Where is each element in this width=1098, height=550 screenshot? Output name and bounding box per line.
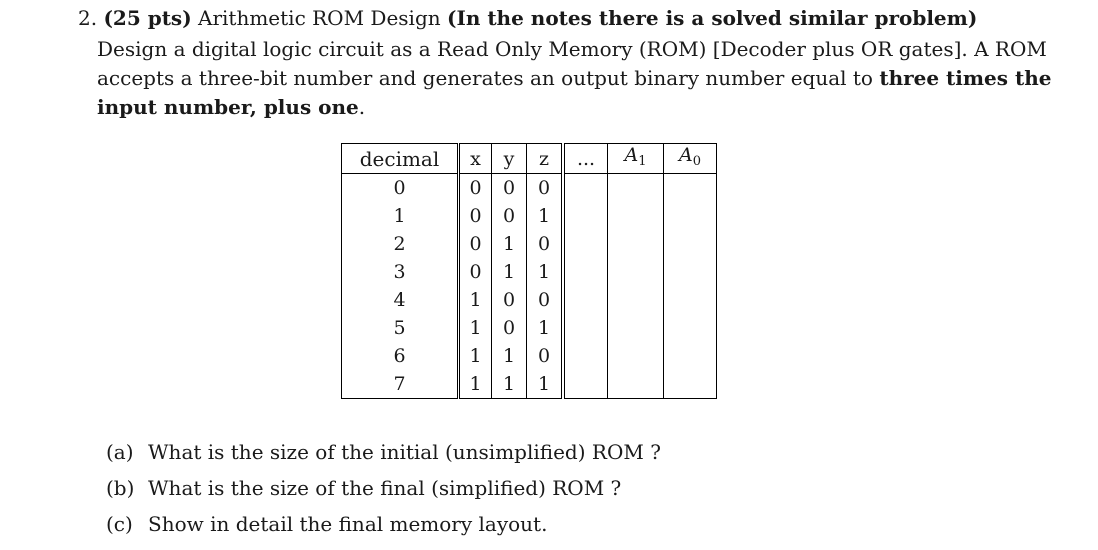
table-row <box>342 230 717 258</box>
cell-decimal: 5 <box>342 314 459 342</box>
problem-number: 2. <box>78 6 98 30</box>
cell-a1 <box>608 314 664 342</box>
rom-truth-table <box>341 143 717 399</box>
cell-a0 <box>664 286 717 314</box>
header-ellipsis: ... <box>563 144 608 174</box>
cell-y: 0 <box>492 174 527 203</box>
cell-x: 0 <box>459 258 492 286</box>
header-a1-subscript: 1 <box>638 154 647 169</box>
problem-statement <box>97 35 1077 122</box>
cell-y: 0 <box>492 314 527 342</box>
cell-a0 <box>664 230 717 258</box>
cell-z: 1 <box>527 314 564 342</box>
header-a0-letter: A <box>678 144 693 166</box>
cell-decimal: 1 <box>342 202 459 230</box>
cell-ellipsis <box>563 314 608 342</box>
cell-z: 0 <box>527 342 564 370</box>
table-header-row <box>342 144 717 174</box>
cell-decimal: 0 <box>342 174 459 203</box>
cell-ellipsis <box>563 202 608 230</box>
cell-a0 <box>664 202 717 230</box>
question-label: (c) <box>106 512 133 536</box>
cell-a0 <box>664 174 717 203</box>
problem-points: (25 pts) <box>103 6 192 30</box>
problem-body-end: . <box>358 95 366 119</box>
cell-a0 <box>664 342 717 370</box>
cell-y: 0 <box>492 286 527 314</box>
problem-note: (In the notes there is a solved similar problem) <box>447 6 978 30</box>
header-a1 <box>608 144 664 174</box>
cell-ellipsis <box>563 370 608 399</box>
cell-x: 0 <box>459 174 492 203</box>
cell-decimal: 7 <box>342 370 459 399</box>
header-z: z <box>527 144 564 174</box>
question-label: (b) <box>106 476 135 500</box>
cell-a0 <box>664 370 717 399</box>
cell-a0 <box>664 258 717 286</box>
table-row <box>342 174 717 203</box>
cell-ellipsis <box>563 230 608 258</box>
question-text: What is the size of the final (simplified) ROM ? <box>148 476 622 500</box>
problem-title: Arithmetic ROM Design <box>198 6 441 30</box>
cell-a1 <box>608 370 664 399</box>
cell-x: 1 <box>459 314 492 342</box>
problem-body-emphasis: three times the input number, plus one <box>97 66 1052 119</box>
table-row <box>342 370 717 399</box>
cell-ellipsis <box>563 174 608 203</box>
cell-z: 1 <box>527 258 564 286</box>
question-a <box>106 434 661 470</box>
cell-y: 1 <box>492 370 527 399</box>
header-y: y <box>492 144 527 174</box>
cell-z: 0 <box>527 230 564 258</box>
cell-y: 1 <box>492 342 527 370</box>
question-b <box>106 470 661 506</box>
cell-decimal: 3 <box>342 258 459 286</box>
cell-x: 0 <box>459 230 492 258</box>
cell-y: 1 <box>492 258 527 286</box>
question-text: Show in detail the final memory layout. <box>148 512 548 536</box>
table-row <box>342 202 717 230</box>
table-row <box>342 286 717 314</box>
cell-decimal: 2 <box>342 230 459 258</box>
cell-z: 0 <box>527 174 564 203</box>
table-row <box>342 342 717 370</box>
sub-questions <box>106 434 661 542</box>
cell-y: 1 <box>492 230 527 258</box>
problem-heading <box>78 3 1068 33</box>
cell-x: 1 <box>459 370 492 399</box>
cell-x: 1 <box>459 342 492 370</box>
table-row <box>342 258 717 286</box>
cell-a1 <box>608 342 664 370</box>
cell-x: 0 <box>459 202 492 230</box>
question-label: (a) <box>106 440 134 464</box>
header-a0 <box>664 144 717 174</box>
cell-a1 <box>608 286 664 314</box>
cell-ellipsis <box>563 258 608 286</box>
header-a1-letter: A <box>624 144 639 166</box>
header-decimal: decimal <box>342 144 459 174</box>
question-text: What is the size of the initial (unsimplified) ROM ? <box>148 440 661 464</box>
problem-body-text: Design a digital logic circuit as a Read Only Memory (ROM) [Decoder plus OR gates]. A ROM accepts a three-bit number and generates an output binary number equal to <box>97 37 1047 90</box>
cell-a1 <box>608 258 664 286</box>
cell-ellipsis <box>563 342 608 370</box>
cell-x: 1 <box>459 286 492 314</box>
cell-a1 <box>608 202 664 230</box>
question-c <box>106 506 661 542</box>
cell-a1 <box>608 174 664 203</box>
cell-y: 0 <box>492 202 527 230</box>
cell-ellipsis <box>563 286 608 314</box>
cell-a1 <box>608 230 664 258</box>
cell-z: 1 <box>527 202 564 230</box>
header-x: x <box>459 144 492 174</box>
header-a0-subscript: 0 <box>692 154 701 169</box>
cell-z: 0 <box>527 286 564 314</box>
cell-z: 1 <box>527 370 564 399</box>
cell-decimal: 4 <box>342 286 459 314</box>
table-row <box>342 314 717 342</box>
cell-decimal: 6 <box>342 342 459 370</box>
cell-a0 <box>664 314 717 342</box>
